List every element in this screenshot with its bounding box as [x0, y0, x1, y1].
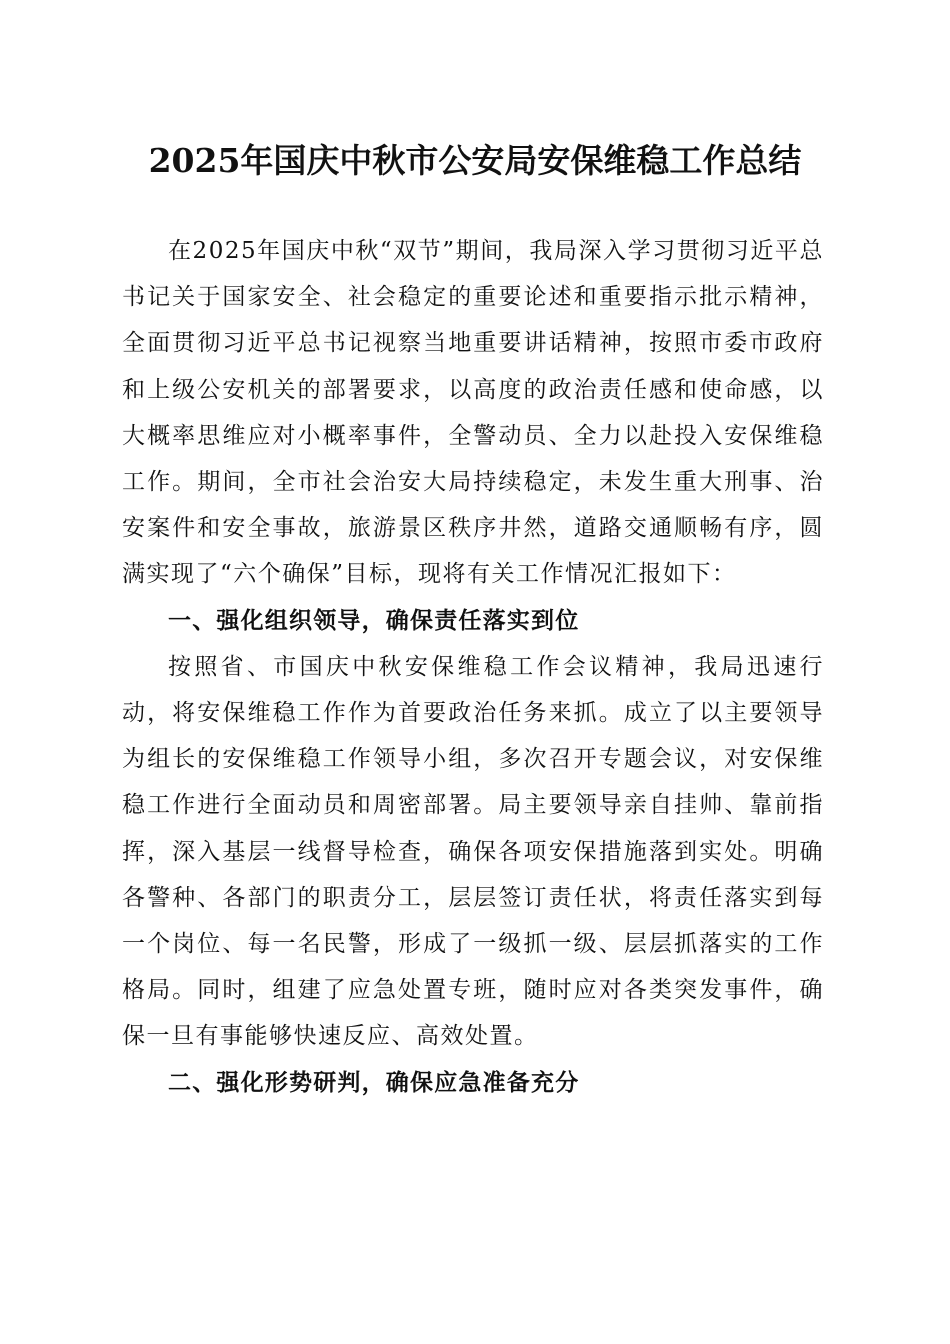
document-title: 2025年国庆中秋市公安局安保维稳工作总结 [148, 141, 802, 180]
section-heading-2: 二、强化形势研判，确保应急准备充分 [168, 1069, 580, 1096]
intro-paragraph: 在2025年国庆中秋“双节”期间，我局深入学习贯彻习近平总书记关于国家安全、社会稳定的重要论述和重要指示批示精神，全面贯彻习近平总书记视察当地重要讲话精神，按照市委市政府和上级公安机关的部署要求，以高度的政治责任感和使命感，以大概率思维应对小概率事件，全警动员、全力以赴投入安保维稳工作。期间，全市社会治安大局持续稳定，未发生重大刑事、治安案件和安全事故，旅游景区秩序井然，道路交通顺畅有序，圆满实现了“六个确保”目标，现将有关工作情况汇报如下： [122, 238, 824, 588]
document-body [122, 228, 824, 1106]
section-paragraph-1: 按照省、市国庆中秋安保维稳工作会议精神，我局迅速行动，将安保维稳工作作为首要政治任务来抓。成立了以主要领导为组长的安保维稳工作领导小组，多次召开专题会议，对安保维稳工作进行全面动员和周密部署。局主要领导亲自挂帅、靠前指挥，深入基层一线督导检查，确保各项安保措施落到实处。明确各警种、各部门的职责分工，层层签订责任状，将责任落实到每一个岗位、每一名民警，形成了一级抓一级、层层抓落实的工作格局。同时，组建了应急处置专班，随时应对各类突发事件，确保一旦有事能够快速反应、高效处置。 [122, 653, 824, 1050]
section-heading-1: 一、强化组织领导，确保责任落实到位 [168, 607, 580, 634]
